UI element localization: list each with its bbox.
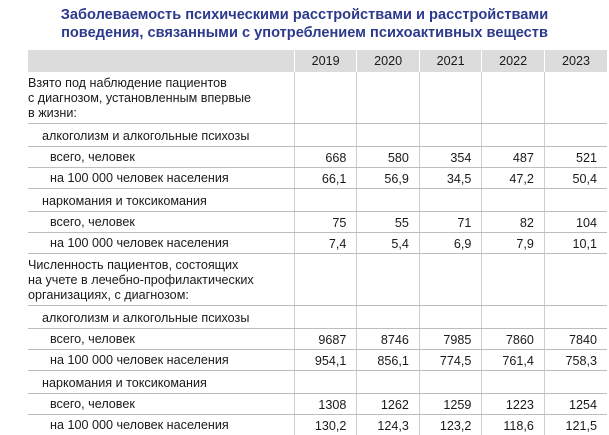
value-cell: 75 [294, 212, 357, 233]
value-cell: 668 [294, 147, 357, 168]
page-title [0, 6, 609, 42]
value-cell: 954,1 [294, 350, 357, 371]
year-header: 2020 [357, 50, 420, 72]
value-cell: 104 [544, 212, 607, 233]
table-header-row [28, 50, 607, 72]
section-heading-line: с диагнозом, установленным впервые [28, 91, 294, 106]
value-cell: 7,9 [482, 233, 545, 254]
statistics-table [28, 50, 607, 435]
value-cell: 1254 [544, 394, 607, 415]
row-label: на 100 000 человек населения [28, 350, 294, 371]
table-row [28, 350, 607, 371]
section-heading [28, 254, 294, 306]
table-row [28, 147, 607, 168]
title-line-1: Заболеваемость психическими расстройствами и расстройствами [0, 6, 609, 24]
value-cell: 123,2 [419, 415, 482, 435]
value-cell: 1262 [357, 394, 420, 415]
section-heading-line: организациях, с диагнозом: [28, 288, 294, 303]
row-label: на 100 000 человек населения [28, 415, 294, 435]
value-cell: 82 [482, 212, 545, 233]
group-row [28, 306, 607, 329]
value-cell: 1308 [294, 394, 357, 415]
value-cell: 521 [544, 147, 607, 168]
section-heading-line: в жизни: [28, 106, 294, 121]
year-header: 2019 [294, 50, 357, 72]
section-heading-line: Взято под наблюдение пациентов [28, 76, 294, 91]
value-cell: 121,5 [544, 415, 607, 435]
value-cell: 130,2 [294, 415, 357, 435]
value-cell: 71 [419, 212, 482, 233]
value-cell: 7985 [419, 329, 482, 350]
value-cell: 47,2 [482, 168, 545, 189]
group-label: наркомания и токсикомания [28, 189, 294, 212]
value-cell: 758,3 [544, 350, 607, 371]
value-cell: 34,5 [419, 168, 482, 189]
row-label: всего, человек [28, 212, 294, 233]
row-label: на 100 000 человек населения [28, 233, 294, 254]
year-header: 2022 [482, 50, 545, 72]
value-cell: 8746 [357, 329, 420, 350]
value-cell: 56,9 [357, 168, 420, 189]
value-cell: 7,4 [294, 233, 357, 254]
section-heading-line: на учете в лечебно-профилактических [28, 273, 294, 288]
table-row [28, 394, 607, 415]
group-label: алкоголизм и алкогольные психозы [28, 306, 294, 329]
group-label: наркомания и токсикомания [28, 371, 294, 394]
section-heading-line: Численность пациентов, состоящих [28, 258, 294, 273]
value-cell: 9687 [294, 329, 357, 350]
value-cell: 856,1 [357, 350, 420, 371]
value-cell: 354 [419, 147, 482, 168]
value-cell: 7840 [544, 329, 607, 350]
table-row [28, 233, 607, 254]
group-row [28, 124, 607, 147]
row-label: всего, человек [28, 394, 294, 415]
value-cell: 124,3 [357, 415, 420, 435]
header-label-cell [28, 50, 294, 72]
row-label: всего, человек [28, 329, 294, 350]
table-row [28, 329, 607, 350]
value-cell: 118,6 [482, 415, 545, 435]
value-cell: 1259 [419, 394, 482, 415]
section-heading-row [28, 72, 607, 124]
value-cell: 66,1 [294, 168, 357, 189]
group-label: алкоголизм и алкогольные психозы [28, 124, 294, 147]
table-row [28, 168, 607, 189]
value-cell: 1223 [482, 394, 545, 415]
value-cell: 50,4 [544, 168, 607, 189]
value-cell: 5,4 [357, 233, 420, 254]
row-label: всего, человек [28, 147, 294, 168]
section-heading-row [28, 254, 607, 306]
value-cell: 487 [482, 147, 545, 168]
table-row [28, 415, 607, 435]
value-cell: 7860 [482, 329, 545, 350]
section-heading [28, 72, 294, 124]
row-label: на 100 000 человек населения [28, 168, 294, 189]
value-cell: 774,5 [419, 350, 482, 371]
value-cell: 55 [357, 212, 420, 233]
value-cell: 761,4 [482, 350, 545, 371]
value-cell: 10,1 [544, 233, 607, 254]
year-header: 2021 [419, 50, 482, 72]
title-line-2: поведения, связанными с употреблением психоактивных веществ [0, 24, 609, 42]
year-header: 2023 [544, 50, 607, 72]
group-row [28, 189, 607, 212]
group-row [28, 371, 607, 394]
value-cell: 6,9 [419, 233, 482, 254]
table-row [28, 212, 607, 233]
value-cell: 580 [357, 147, 420, 168]
